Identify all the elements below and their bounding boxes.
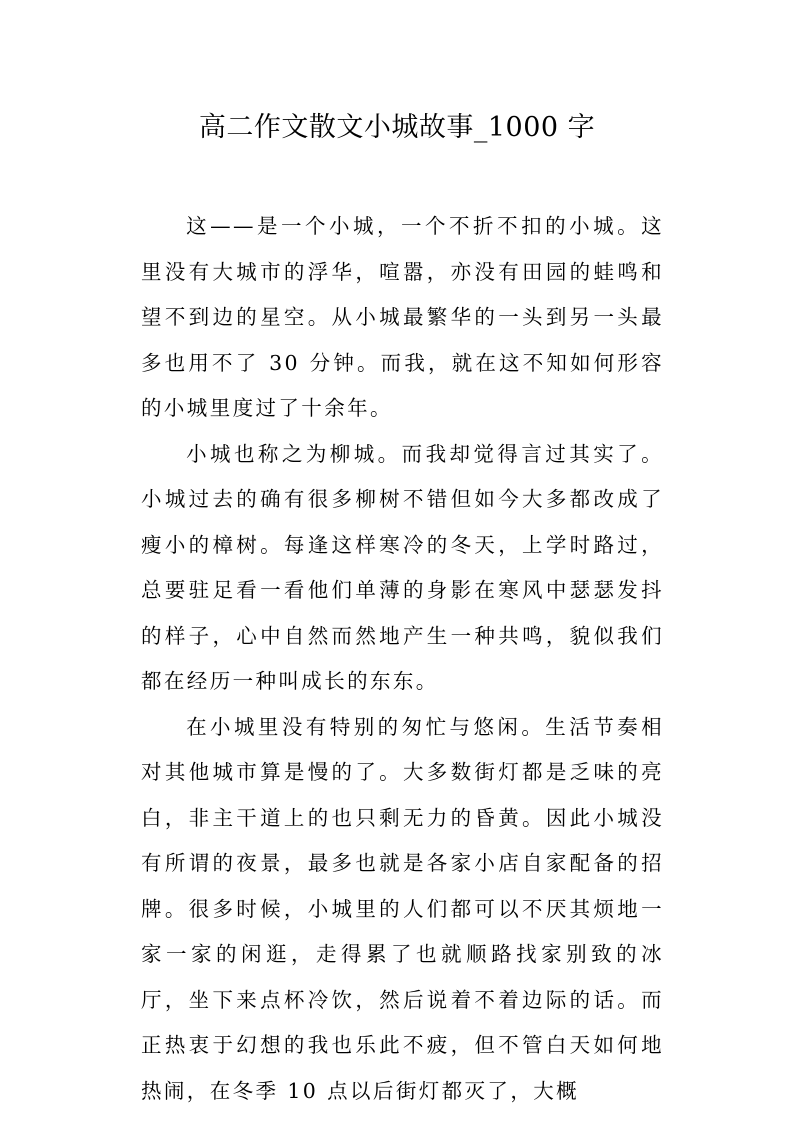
paragraph-3: 在小城里没有特别的匆忙与悠闲。生活节奏相对其他城市算是慢的了。大多数街灯都是乏味的亮白，非主干道上的也只剩无力的昏黄。因此小城没有所谓的夜景，最多也就是各家小店自家配备的招牌。很多时候，小城里的人们都可以不厌其烦地一家一家的闲逛，走得累了也就顺路找家别致的冰厅，坐下来点杯冷饮，然后说着不着边际的话。而正热衷于幻想的我也乐此不疲，但不管白天如何地热闹，在冬季 10 点以后街灯都灭了，大概 [141,714,664,1103]
paragraph-2: 小城也称之为柳城。而我却觉得言过其实了。小城过去的确有很多柳树不错但如今大多都改成了瘦小的樟树。每逢这样寒冷的冬天，上学时路过，总要驻足看一看他们单薄的身影在寒风中瑟瑟发抖的样子，心中自然而然地产生一种共鸣，貌似我们都在经历一种叫成长的东东。 [141,441,664,693]
document-title: 高二作文散文小城故事_1000 字 [198,112,596,143]
paragraph-1: 这——是一个小城，一个不折不扣的小城。这里没有大城市的浮华，喧嚣，亦没有田园的蛙鸣和望不到边的星空。从小城最繁华的一头到另一头最多也用不了 30 分钟。而我，就在这不知如何形容的小城里度过了十余年。 [141,214,664,420]
document-body [141,204,664,1114]
